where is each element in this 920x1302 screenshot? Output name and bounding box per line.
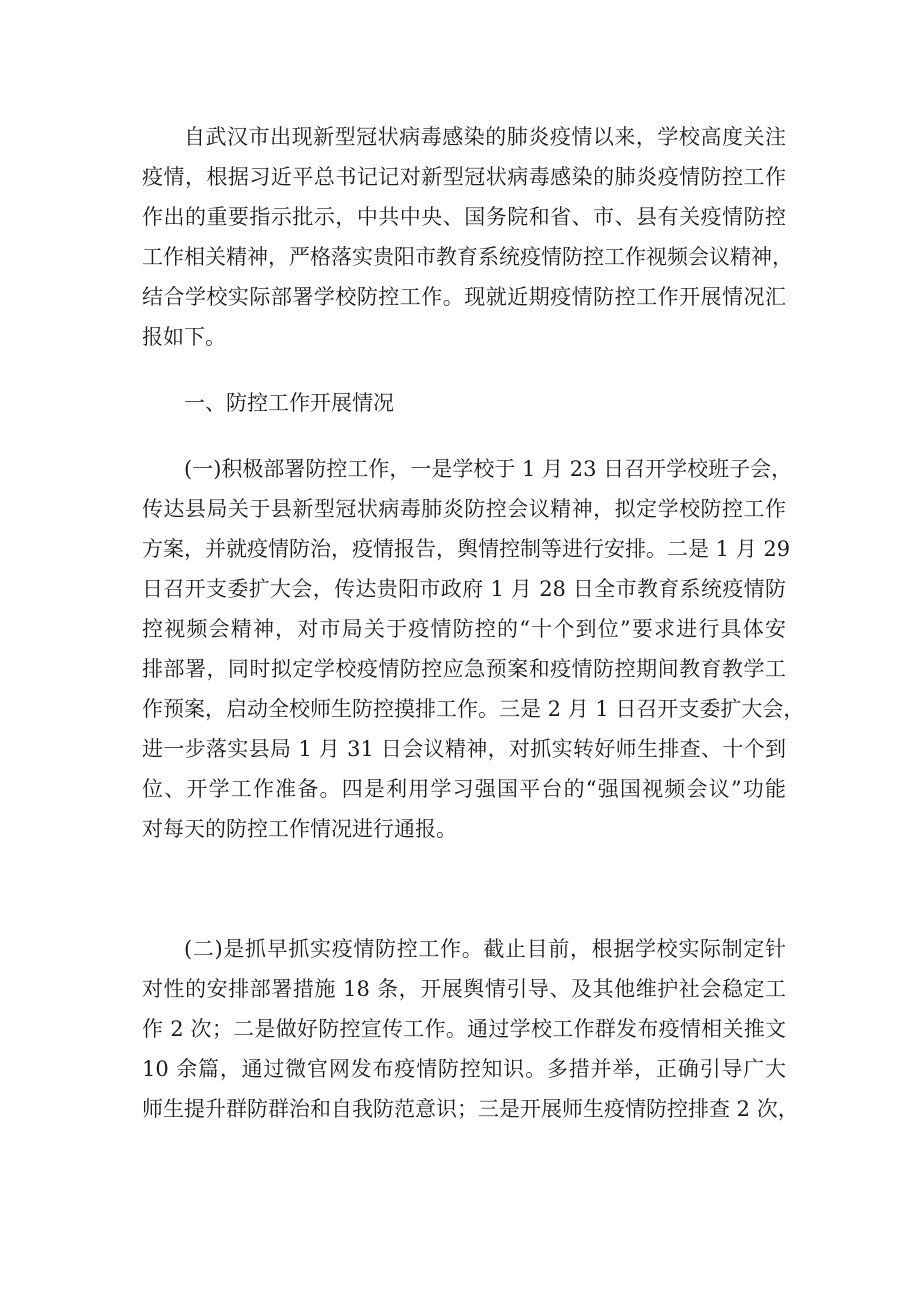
text-line: 传达县局关于县新型冠状病毒肺炎防控会议精神，拟定学校防控工作 [142, 497, 786, 521]
text-line: 作预案，启动全校师生防控摸排工作。三是 2 月 1 日召开支委扩大会， [142, 697, 805, 721]
text-line: 日召开支委扩大会，传达贵阳市政府 1 月 28 日全市教育系统疫情防 [142, 577, 786, 601]
text-line: 排部署，同时拟定学校疫情防控应急预案和疫情防控期间教育教学工 [142, 657, 786, 681]
text-line: 对性的安排部署措施 18 条，开展舆情引导、及其他维护社会稳定工 [142, 977, 786, 1001]
text-line: 控视频会精神，对市局关于疫情防控的“十个到位”要求进行具体安 [142, 617, 786, 641]
text-line: 师生提升群防群治和自我防范意识；三是开展师生疫情防控排查 2 次， [142, 1097, 799, 1121]
text-line: 进一步落实县局 1 月 31 日会议精神，对抓实转好师生排查、十个到 [142, 737, 786, 761]
text-line: 10 余篇，通过微官网发布疫情防控知识。多措并举，正确引导广大 [142, 1057, 786, 1081]
text-line: 位、开学工作准备。四是利用学习强国平台的“强国视频会议”功能 [142, 777, 786, 801]
text-line: 结合学校实际部署学校防控工作。现就近期疫情防控工作开展情况汇 [142, 285, 786, 309]
text-line: 作 2 次；二是做好防控宣传工作。通过学校工作群发布疫情相关推文 [142, 1017, 786, 1041]
heading-text: 一、防控工作开展情况 [184, 391, 394, 415]
text-line: 自武汉市出现新型冠状病毒感染的肺炎疫情以来，学校高度关注 [184, 125, 786, 149]
text-line: (一)积极部署防控工作，一是学校于 1 月 23 日召开学校班子会， [184, 457, 793, 481]
text-line: 疫情，根据习近平总书记记对新型冠状病毒感染的肺炎疫情防控工作 [142, 165, 786, 189]
text-line: 对每天的防控工作情况进行通报。 [142, 817, 457, 841]
text-line: (二)是抓早抓实疫情防控工作。截止目前，根据学校实际制定针 [184, 937, 786, 961]
text-line: 方案，并就疫情防治，疫情报告，舆情控制等进行安排。二是 1 月 29 [142, 537, 791, 561]
text-line: 工作相关精神，严格落实贵阳市教育系统疫情防控工作视频会议精神， [142, 245, 793, 269]
text-line: 作出的重要指示批示，中共中央、国务院和省、市、县有关疫情防控 [142, 205, 786, 229]
text-line: 报如下。 [142, 325, 226, 349]
